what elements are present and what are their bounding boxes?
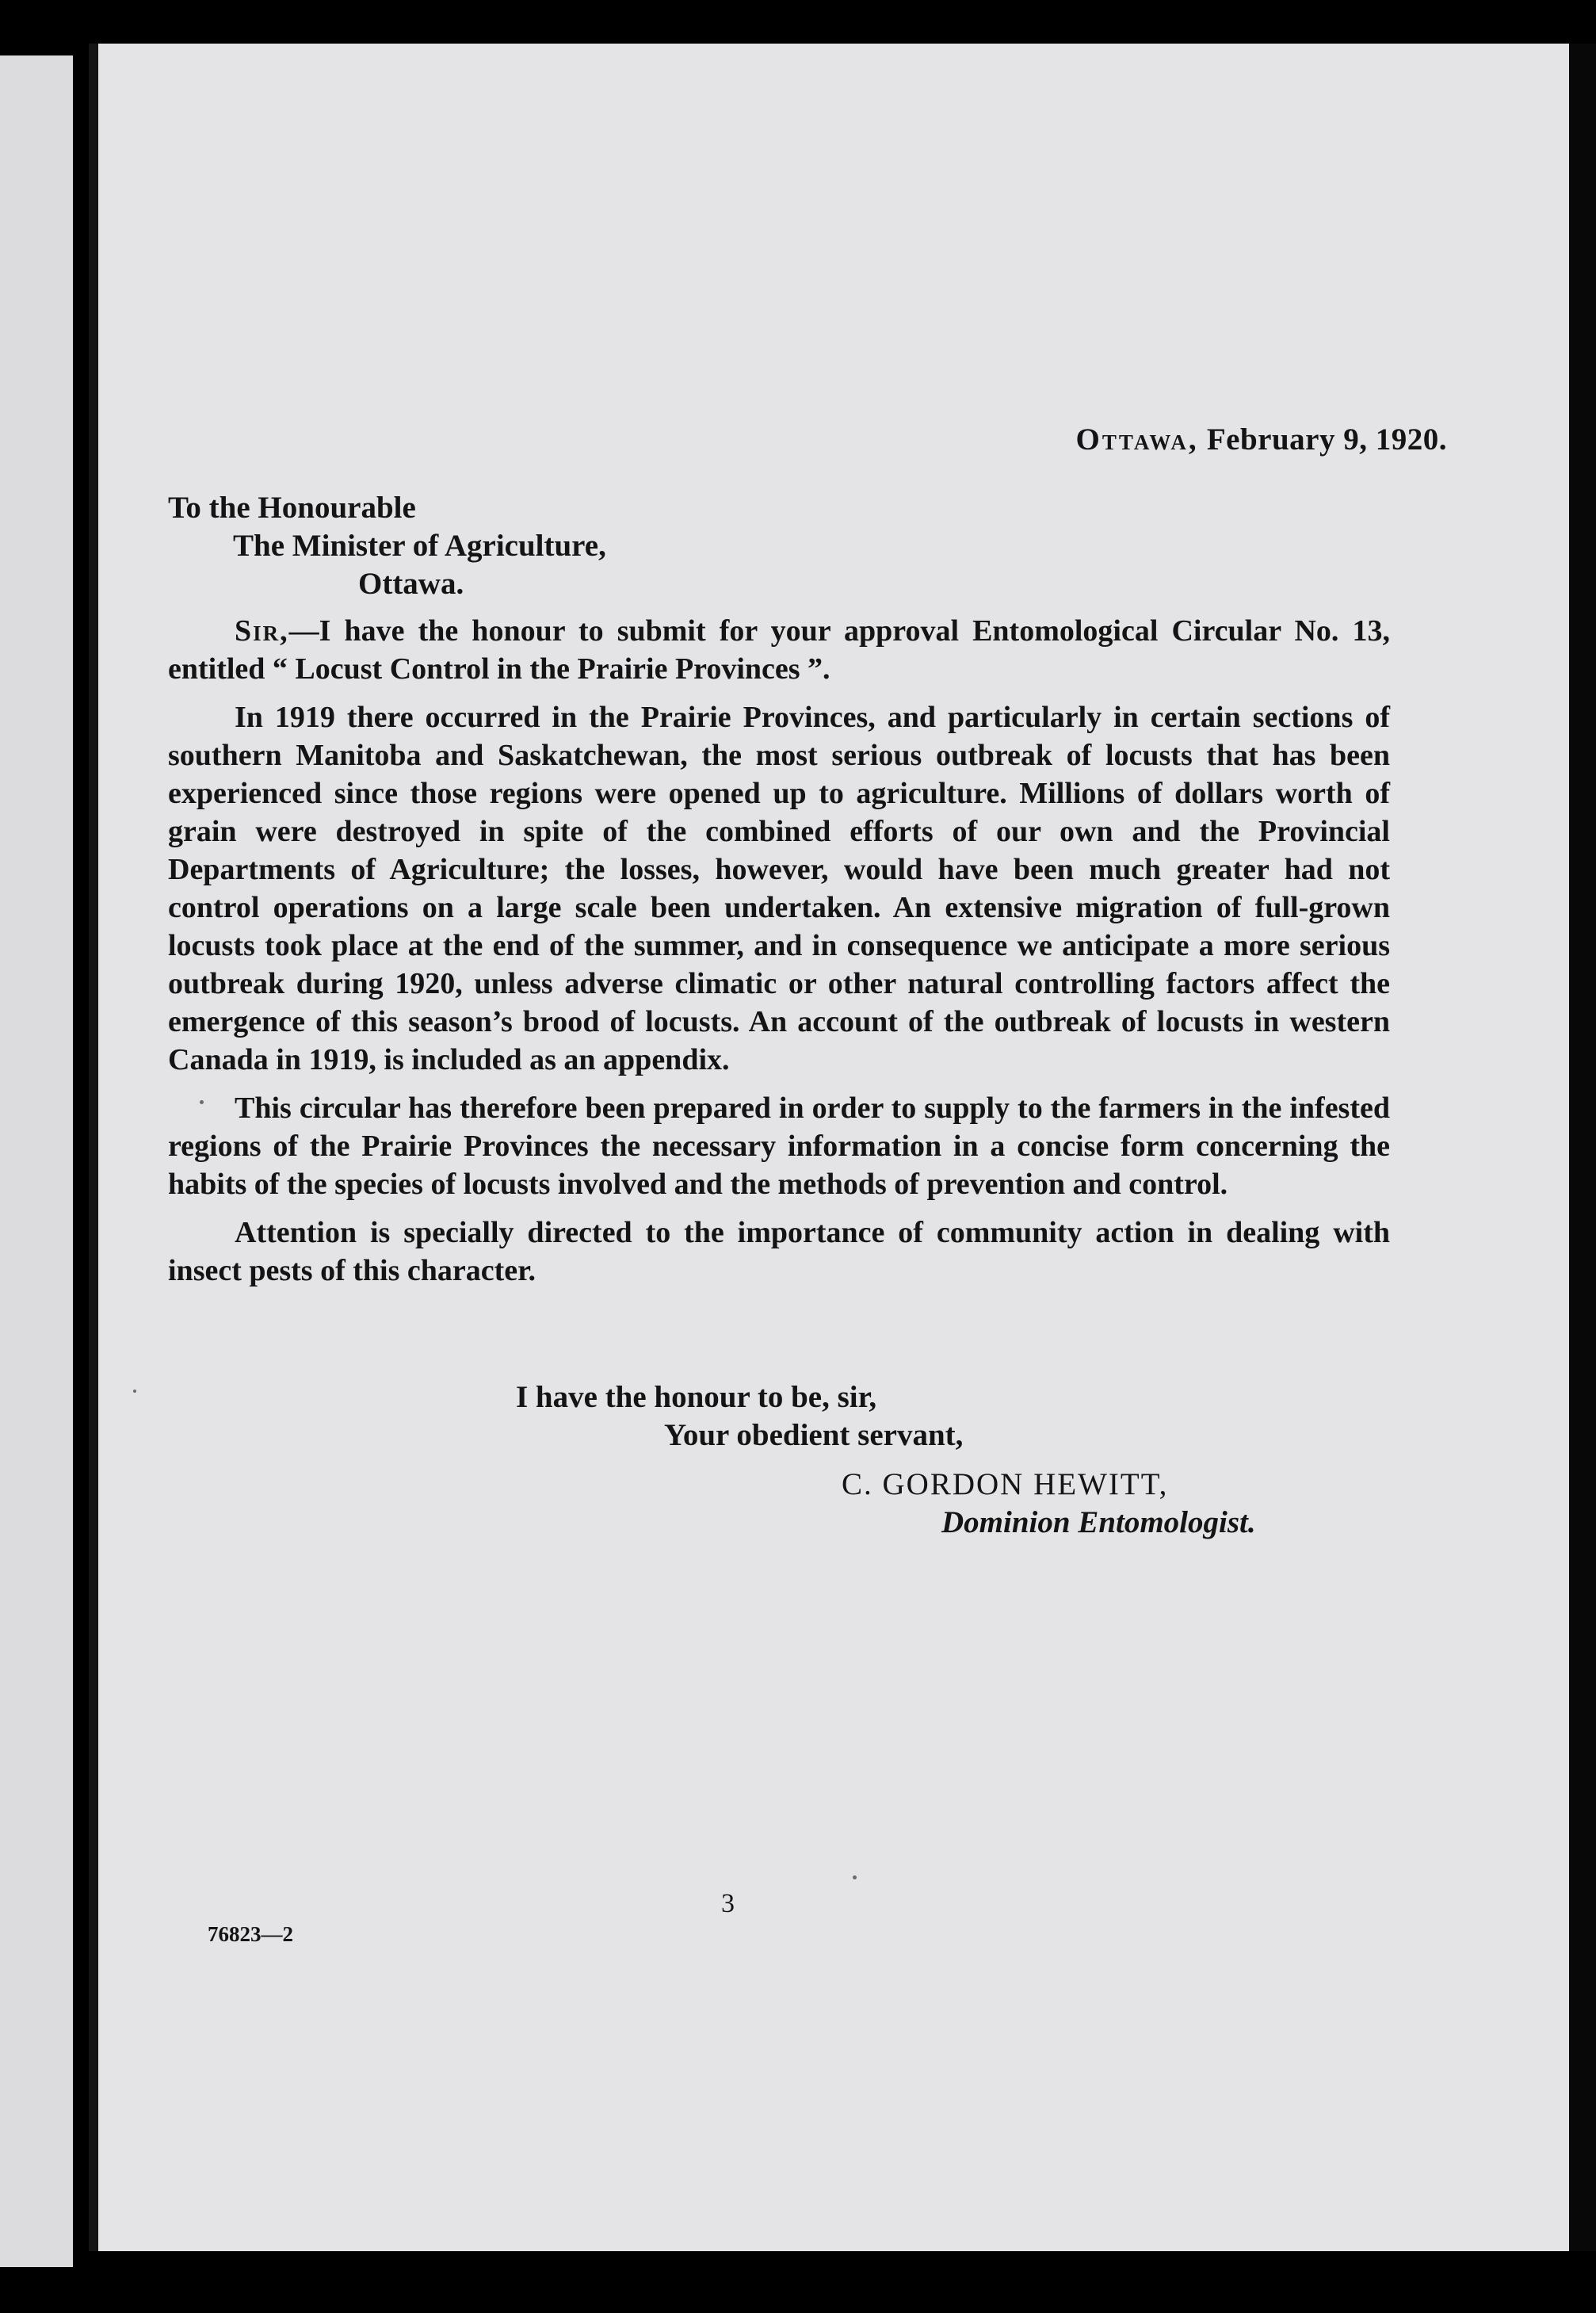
closing-line-1: I have the honour to be, sir, — [516, 1380, 877, 1414]
adjacent-page-edge — [0, 55, 73, 2267]
body-paragraph-2: In 1919 there occurred in the Prairie Provinces, and particularly in certain sections of southern Manitoba and Saskatchewan, the most serious outbreak of locusts that has been experienced since those regions were opened up to agriculture. Millions of dollars worth of grain were destroyed in spite of the combined efforts of our own and the Provincial Departments of Agriculture; the losses, however, would have been much greater had not control operations on a large scale been undertaken. An extensive migration of full-grown locusts took place at the end of the summer, and in consequence we anticipate a more serious outbreak during 1920, unless adverse climatic or other natural controlling factors affect the emergence of this season’s brood of locusts. An account of the outbreak of locusts in western Canada in 1919, is included as an appendix. — [168, 701, 1390, 1076]
page-number: 3 — [721, 1889, 735, 1918]
body-paragraph-1 — [168, 612, 1390, 688]
date-place: Ottawa, — [1075, 422, 1199, 457]
paragraph-1-text: —I have the honour to submit for your approval Entomological Circular No. 13, entitled “ Locust Control in the Prairie Provinces ”. — [168, 614, 1390, 686]
addressee-line-1: To the Honourable — [168, 491, 416, 525]
letter-body — [168, 612, 1390, 1300]
scan-border — [1569, 44, 1596, 2251]
date-text: February 9, 1920. — [1206, 422, 1447, 457]
addressee-line-2: The Minister of Agriculture, — [233, 529, 606, 563]
scan-speck — [853, 1875, 857, 1879]
body-paragraph-4: Attention is specially directed to the importance of community action in dealing with insect pests of this character. — [168, 1216, 1390, 1287]
body-paragraph-3: This circular has therefore been prepared in order to supply to the farmers in the infested regions of the Prairie Provinces the necessary information in a concise form concerning the habits of the species of locusts involved and the methods of prevention and control. — [168, 1092, 1390, 1201]
addressee-line-3: Ottawa. — [358, 567, 464, 601]
letter-date — [1075, 422, 1447, 457]
print-code: 76823—2 — [208, 1922, 293, 1946]
salutation: Sir, — [235, 614, 289, 648]
scan-speck — [133, 1390, 136, 1393]
closing-line-2: Your obedient servant, — [664, 1418, 964, 1452]
signature-title: Dominion Entomologist. — [941, 1505, 1256, 1539]
scan-speck — [200, 1100, 204, 1104]
signature-name: C. GORDON HEWITT, — [842, 1467, 1169, 1501]
